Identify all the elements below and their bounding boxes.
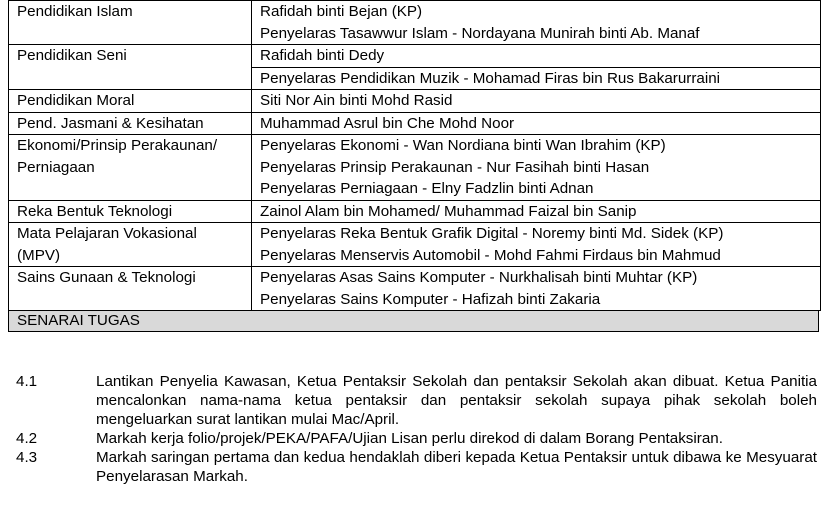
subject-name-line: Perniagaan bbox=[17, 158, 95, 176]
subject-name bbox=[9, 267, 252, 311]
subject-staff bbox=[252, 267, 821, 311]
subject-row bbox=[9, 200, 821, 223]
staff-line: Penyelaras Sains Komputer - Hafizah binti Zakaria bbox=[260, 290, 601, 308]
staff-line: Rafidah binti Dedy bbox=[260, 47, 385, 64]
task-item bbox=[8, 429, 821, 448]
subject-table bbox=[8, 0, 821, 311]
subject-row bbox=[9, 90, 821, 113]
task-list bbox=[8, 372, 821, 486]
subject-staff bbox=[252, 135, 821, 201]
staff-line: Penyelaras Asas Sains Komputer - Nurkhalisah binti Muhtar (KP) bbox=[260, 269, 698, 286]
subject-name-line: Pendidikan Seni bbox=[17, 47, 127, 64]
task-number: 4.2 bbox=[16, 430, 38, 447]
subject-staff bbox=[252, 45, 821, 90]
staff-line: Penyelaras Perniagaan - Elny Fadzlin binti Adnan bbox=[260, 180, 594, 197]
staff-line: Penyelaras Menservis Automobil - Mohd Fahmi Firdaus bin Mahmud bbox=[260, 246, 721, 264]
subject-name-line: Pendidikan Moral bbox=[17, 92, 135, 109]
staff-line: Zainol Alam bin Mohamed/ Muhammad Faizal bin Sanip bbox=[260, 202, 637, 220]
subject-table-wrapper bbox=[8, 0, 821, 332]
subject-name bbox=[9, 135, 252, 201]
subject-name bbox=[9, 45, 252, 90]
staff-line: Penyelaras Ekonomi - Wan Nordiana binti Wan Ibrahim (KP) bbox=[260, 137, 666, 154]
subject-name-line: Reka Bentuk Teknologi bbox=[17, 202, 173, 220]
task-text: Lantikan Penyelia Kawasan, Ketua Pentaksir Sekolah dan pentaksir Sekolah akan dibuat. Ketua Panitia mencalonkan nama-nama ketua pentaksir dan pentaksir sekolah supaya pihak sekolah boleh mengeluarkan surat lantikan mulai Mac/April. bbox=[96, 373, 817, 428]
staff-line: Penyelaras Reka Bentuk Grafik Digital - Noremy binti Md. Sidek (KP) bbox=[260, 225, 724, 242]
subject-name-line: (MPV) bbox=[17, 246, 61, 264]
staff-line: Penyelaras Pendidikan Muzik - Mohamad Firas bin Rus Bakarurraini bbox=[252, 67, 820, 90]
staff-line: Siti Nor Ain binti Mohd Rasid bbox=[260, 92, 453, 109]
subject-row bbox=[9, 223, 821, 267]
subject-name-line: Pend. Jasmani & Kesihatan bbox=[17, 114, 204, 132]
subject-name-line: Sains Gunaan & Teknologi bbox=[17, 269, 196, 286]
subject-name bbox=[9, 200, 252, 223]
subject-staff bbox=[252, 1, 821, 45]
staff-line: Penyelaras Tasawwur Islam - Nordayana Munirah binti Ab. Manaf bbox=[260, 24, 700, 42]
section-header: SENARAI TUGAS bbox=[8, 311, 819, 332]
subject-staff bbox=[252, 112, 821, 135]
task-text: Markah kerja folio/projek/PEKA/PAFA/Ujian Lisan perlu direkod di dalam Borang Pentaksiran. bbox=[96, 430, 723, 447]
subject-staff bbox=[252, 90, 821, 113]
task-item bbox=[8, 448, 821, 486]
subject-staff bbox=[252, 200, 821, 223]
task-text: Markah saringan pertama dan kedua hendaklah diberi kepada Ketua Pentaksir untuk dibawa ke Mesyuarat Penyelarasan Markah. bbox=[96, 449, 817, 485]
staff-line: Rafidah binti Bejan (KP) bbox=[260, 3, 423, 20]
subject-name-line: Pendidikan Islam bbox=[17, 3, 133, 20]
subject-row bbox=[9, 267, 821, 311]
subject-name bbox=[9, 1, 252, 45]
subject-name-line: Mata Pelajaran Vokasional bbox=[17, 225, 197, 242]
subject-row bbox=[9, 135, 821, 201]
task-number: 4.3 bbox=[16, 449, 38, 466]
task-number: 4.1 bbox=[16, 373, 38, 390]
staff-line: Muhammad Asrul bin Che Mohd Noor bbox=[260, 114, 515, 132]
subject-row bbox=[9, 1, 821, 45]
subject-row bbox=[9, 112, 821, 135]
task-item bbox=[8, 372, 821, 429]
subject-name bbox=[9, 90, 252, 113]
subject-name-line: Ekonomi/Prinsip Perakaunan/ bbox=[17, 137, 218, 154]
staff-line: Penyelaras Prinsip Perakaunan - Nur Fasihah binti Hasan bbox=[260, 158, 650, 176]
subject-name bbox=[9, 112, 252, 135]
subject-staff bbox=[252, 223, 821, 267]
subject-name bbox=[9, 223, 252, 267]
subject-row bbox=[9, 45, 821, 90]
